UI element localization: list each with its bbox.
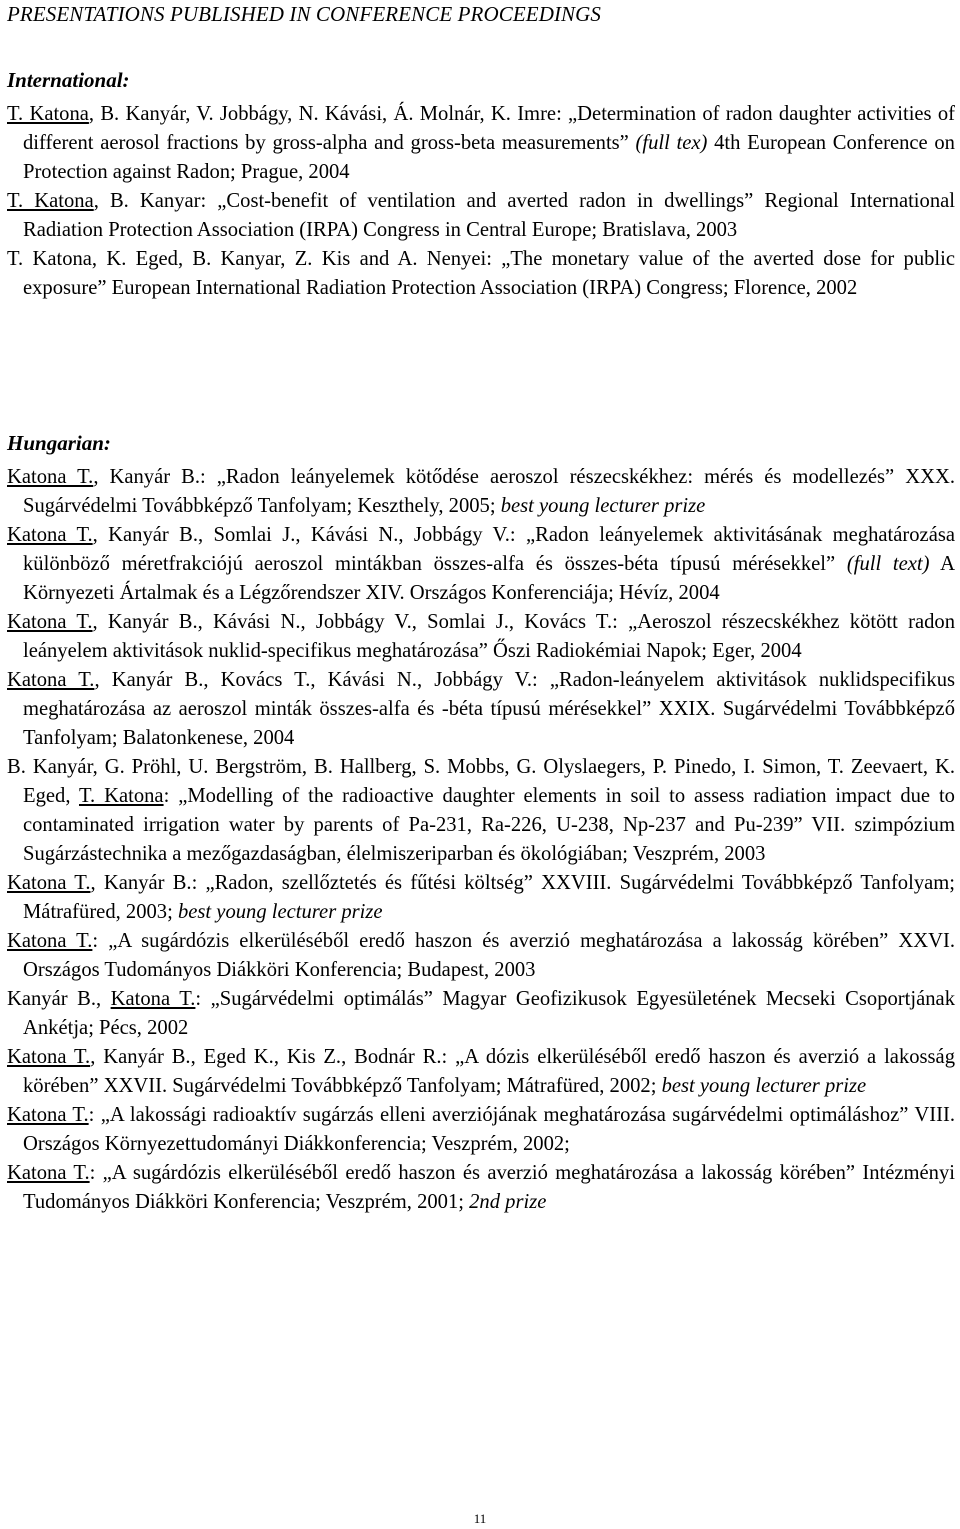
italic-text: best young lecturer prize [177, 901, 383, 923]
reference-entry [7, 869, 955, 927]
international-list [7, 100, 955, 303]
reference-entry [7, 1101, 955, 1159]
reference-entry [7, 1043, 955, 1101]
entry-text: , Kanyár B., Kávási N., Jobbágy V., Somlai J., Kovács T.: „Aeroszol részecskékhez kötött radon leányelem aktivitások nuklid-specifikus meghatározása” Őszi Radiokémiai Napok; Eger, 2004 [23, 611, 955, 662]
reference-entry [7, 521, 955, 608]
entry-text: : „Modelling of the radioactive daughter elements in soil to assess radiation impact due to contaminated irrigation water by parents of Pa-231, Ra-226, U-238, Np-237 and Pu-239” VII. szimpózium Sugárzástechnika a mezőgazdaságban, élelmiszeriparban és ökológiában; Veszprém, 2003 [23, 785, 955, 865]
author-underlined: Katona T. [7, 1104, 89, 1126]
entry-text: 4th European Conference on Protection against Radon; Prague, 2004 [23, 132, 955, 183]
author-underlined: Katona T. [7, 930, 93, 952]
entry-text: T. Katona, K. Eged, B. Kanyar, Z. Kis and A. Nenyei: „The monetary value of the averted dose for public exposure” European International Radiation Protection Association (IRPA) Congress; Florence, 2002 [7, 248, 955, 299]
entry-text: , Kanyár B., Kovács T., Kávási N., Jobbágy V.: „Radon-leányelem aktivitások nuklidspecifikus meghatározása az aeroszol minták összes-alfa és -béta típusú mérésekkel” XXIX. Sugárvédelmi Továbbképző Tanfolyam; Balatonkenese, 2004 [23, 669, 955, 749]
reference-entry [7, 753, 955, 869]
entry-text: , Kanyár B., Somlai J., Kávási N., Jobbágy V.: „Radon leányelemek aktivitásának meghatározása különböző méretfrakciójú aeroszol mintákban összes-alfa és összes-béta típusú mérésekkel” [23, 524, 955, 575]
reference-entry [7, 666, 955, 753]
section-title-hungarian: Hungarian: [7, 431, 111, 455]
author-underlined: Katona T. [7, 611, 93, 633]
italic-text: (full text) [846, 553, 930, 575]
entry-text: A Környezeti Ártalmak és a Légzőrendszer XIV. Országos Konferenciája; Hévíz, 2004 [23, 553, 955, 604]
entry-text: , B. Kanyár, V. Jobbágy, N. Kávási, Á. Molnár, K. Imre: „Determination of radon daughter activities of different aerosol fractions by gross-alpha and gross-beta measurements” [23, 103, 955, 154]
author-underlined: Katona T. [7, 669, 95, 691]
author-underlined: Katona T. [7, 466, 94, 488]
italic-text: 2nd prize [469, 1191, 547, 1213]
author-underlined: T. Katona [7, 103, 89, 125]
entry-text: : „A sugárdózis elkerüléséből eredő haszon és averzió meghatározása a lakosság körében” Intézményi Tudományos Diákköri Konferencia; Veszprém, 2001; [23, 1162, 955, 1213]
entry-text: : „A lakossági radioaktív sugárzás elleni averziójának meghatározása sugárvédelmi optimáláshoz” VIII. Országos Környezettudományi Diákkonferencia; Veszprém, 2002; [23, 1104, 955, 1155]
italic-text: best young lecturer prize [500, 495, 706, 517]
entry-text: , B. Kanyar: „Cost-benefit of ventilation and averted radon in dwellings” Regional International Radiation Protection Association (IRPA) Congress in Central Europe; Bratislava, 2003 [23, 190, 955, 241]
section-title-international: International: [7, 68, 130, 92]
author-underlined: Katona T. [7, 872, 91, 894]
reference-entry [7, 927, 955, 985]
author-underlined: Katona T. [7, 1162, 90, 1184]
reference-entry [7, 1159, 955, 1217]
italic-text: (full tex) [635, 132, 708, 154]
entry-text: : „A sugárdózis elkerüléséből eredő haszon és averzió meghatározása a lakosság körében” XXVI. Országos Tudományos Diákköri Konferencia; Budapest, 2003 [23, 930, 955, 981]
entry-text: B. Kanyár, G. Pröhl, U. Bergström, B. Hallberg, S. Mobbs, G. Olyslaegers, P. Pinedo, I. Simon, T. Zeevaert, K. Eged, [7, 756, 955, 807]
page-number: 11 [473, 1511, 487, 1526]
author-underlined: T. Katona [79, 785, 164, 807]
reference-entry [7, 100, 955, 187]
entry-text: , Kanyár B.: „Radon, szellőztetés és fűtési költség” XXVIII. Sugárvédelmi Továbbképző Tanfolyam; Mátrafüred, 2003; [23, 872, 955, 923]
reference-entry [7, 608, 955, 666]
author-underlined: Katona T. [110, 988, 196, 1010]
entry-text: Kanyár B., [7, 988, 111, 1010]
entry-text: , Kanyár B.: „Radon leányelemek kötődése aeroszol részecskékhez: mérés és modellezés” XXX. Sugárvédelmi Továbbképző Tanfolyam; Keszthely, 2005; [23, 466, 955, 517]
hungarian-list [7, 463, 955, 1217]
reference-entry [7, 187, 955, 245]
reference-entry [7, 463, 955, 521]
page-heading: PRESENTATIONS PUBLISHED IN CONFERENCE PROCEEDINGS [7, 2, 602, 26]
author-underlined: Katona T. [7, 524, 93, 546]
italic-text: best young lecturer prize [661, 1075, 867, 1097]
author-underlined: T. Katona [7, 190, 94, 212]
entry-text: , Kanyár B., Eged K., Kis Z., Bodnár R.: „A dózis elkerüléséből eredő haszon és averzió a lakosság körében” XXVII. Sugárvédelmi Továbbképző Tanfolyam; Mátrafüred, 2002; [23, 1046, 955, 1097]
reference-entry [7, 985, 955, 1043]
author-underlined: Katona T. [7, 1046, 91, 1068]
entry-text: : „Sugárvédelmi optimálás” Magyar Geofizikusok Egyesületének Mecseki Csoportjának Ankétja; Pécs, 2002 [23, 988, 955, 1039]
reference-entry [7, 245, 955, 303]
